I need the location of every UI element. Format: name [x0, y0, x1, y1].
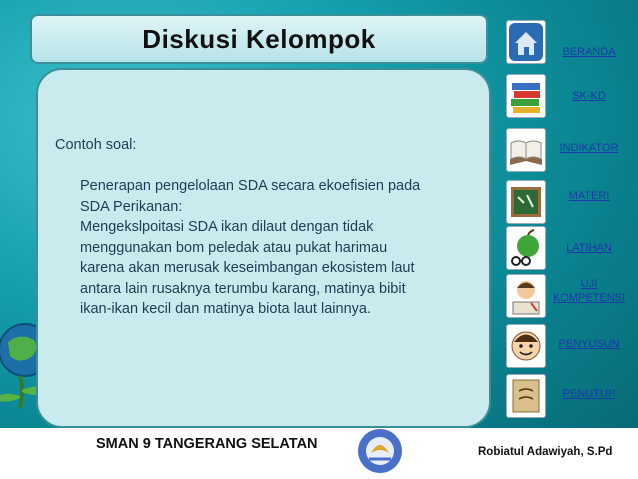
the-end-scroll-icon[interactable]: [506, 374, 546, 418]
nav-label-penutup[interactable]: PENUTUP: [562, 388, 616, 400]
school-name: SMAN 9 TANGERANG SELATAN: [96, 436, 318, 452]
content-line: Mengekslpoitasi SDA ikan dilaut dengan tidak: [80, 219, 374, 235]
nav-item-uji-kompetensi[interactable]: [502, 272, 632, 320]
content-line: karena akan merusak keseimbangan ekosistem laut: [80, 260, 415, 276]
content-line: antara lain rusaknya terumbu karang, matinya bibit: [80, 280, 406, 297]
content-line: SDA Perikanan:: [80, 198, 183, 215]
content-line: Penerapan pengelolaan SDA secara ekoefisien pada: [80, 178, 421, 194]
open-book-icon[interactable]: [506, 128, 546, 172]
nav-label-uji[interactable]: UJI: [580, 278, 598, 290]
nav-item-penyusun[interactable]: [502, 322, 632, 370]
nav-item-materi[interactable]: [502, 178, 632, 226]
school-logo-icon: [355, 425, 405, 479]
apple-glasses-icon[interactable]: [506, 226, 546, 270]
nav-item-latihan[interactable]: [502, 224, 632, 272]
nav-label-kompetensi[interactable]: KOMPETENSI: [552, 292, 626, 304]
author-name: Robiatul Adawiyah, S.Pd: [478, 446, 613, 458]
page-title: Diskusi Kelompok: [142, 23, 376, 54]
student-writing-icon[interactable]: [506, 274, 546, 318]
nav-item-skkd[interactable]: [502, 72, 632, 120]
nav-item-beranda[interactable]: [502, 18, 632, 66]
content-body: [80, 176, 480, 320]
nav-label-beranda[interactable]: BERANDA: [562, 46, 616, 58]
title-banner: [30, 14, 488, 64]
nav-label-indikator[interactable]: INDIKATOR: [559, 142, 619, 154]
smiley-face-icon[interactable]: [506, 324, 546, 368]
nav-label-materi[interactable]: MATERI: [568, 190, 610, 202]
nav-label-skkd[interactable]: SK-KD: [572, 90, 606, 102]
books-icon[interactable]: [506, 74, 546, 118]
chalkboard-icon[interactable]: [506, 180, 546, 224]
house-icon[interactable]: [506, 20, 546, 64]
nav-label-penyusun[interactable]: PENYUSUN: [558, 338, 620, 350]
content-line: menggunakan bom peledak atau pukat harimau: [80, 239, 388, 256]
content-line: ikan-ikan kecil dan matinya biota laut lainnya.: [80, 301, 371, 317]
nav-label-latihan[interactable]: LATIHAN: [566, 242, 612, 254]
nav-item-penutup[interactable]: [502, 372, 632, 420]
example-label: Contoh soal:: [55, 137, 137, 153]
nav-item-indikator[interactable]: [502, 126, 632, 174]
